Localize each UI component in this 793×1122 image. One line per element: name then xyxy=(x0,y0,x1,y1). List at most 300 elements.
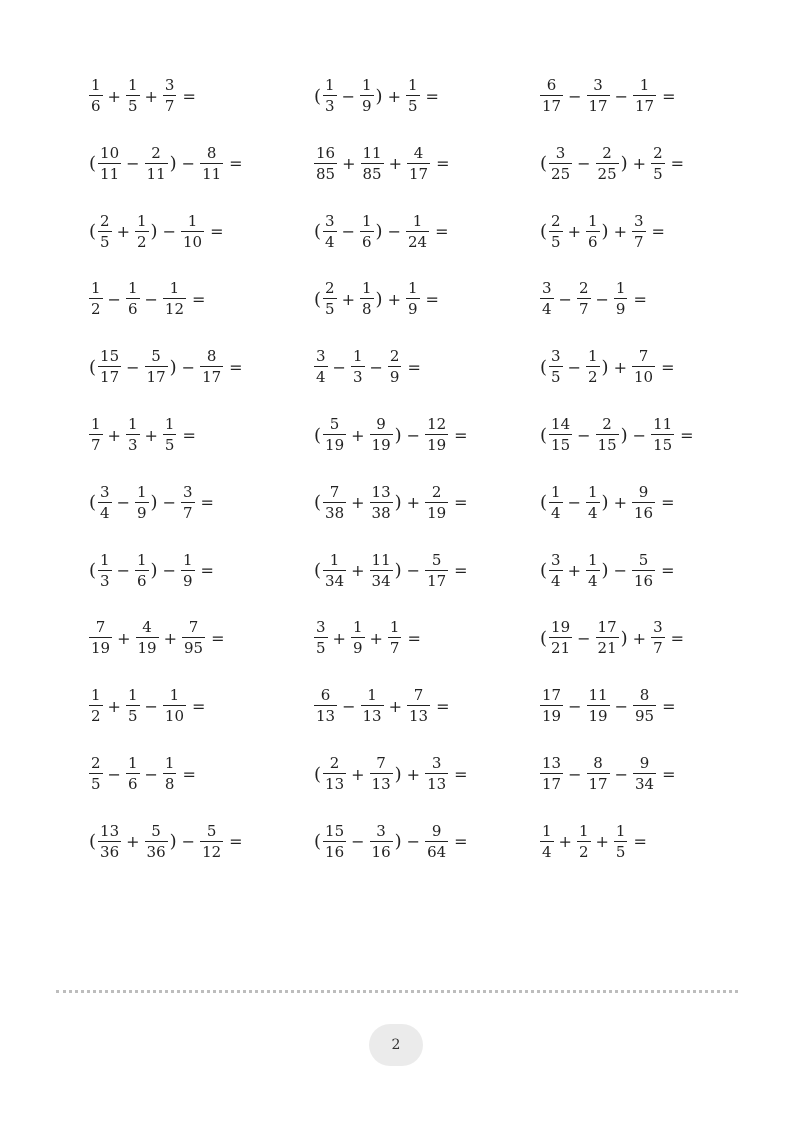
math-problem xyxy=(539,612,688,664)
fraction-denominator: 10 xyxy=(182,232,203,251)
math-problem xyxy=(313,138,454,190)
fraction-numerator: 1 xyxy=(551,482,561,501)
minus-operator: − xyxy=(613,561,627,581)
math-problem xyxy=(539,206,669,258)
fraction xyxy=(323,550,346,590)
minus-operator: − xyxy=(181,357,196,377)
fraction-numerator: 13 xyxy=(542,754,562,772)
fraction xyxy=(89,417,103,453)
close-paren: ) xyxy=(169,153,177,175)
equals-sign: = xyxy=(454,764,468,784)
fraction-numerator: 2 xyxy=(578,279,589,298)
fraction xyxy=(632,349,655,385)
plus-operator: + xyxy=(342,154,356,174)
math-problem xyxy=(539,477,678,529)
math-problem xyxy=(313,477,472,529)
fraction xyxy=(406,78,420,114)
plus-operator: + xyxy=(558,832,572,852)
equals-sign: = xyxy=(425,86,439,106)
equals-sign: = xyxy=(425,289,439,309)
fraction-numerator: 3 xyxy=(555,143,566,162)
fraction-denominator: 85 xyxy=(316,164,336,183)
open-paren: ( xyxy=(540,627,548,649)
fraction xyxy=(89,620,112,656)
fraction xyxy=(163,417,177,453)
fraction-numerator: 7 xyxy=(188,618,199,637)
equals-sign: = xyxy=(662,764,676,784)
equals-sign: = xyxy=(454,832,468,852)
fraction-numerator: 6 xyxy=(320,686,331,705)
fraction xyxy=(98,349,121,385)
fraction-denominator: 7 xyxy=(578,300,589,319)
fraction-numerator: 3 xyxy=(551,550,561,569)
fraction-denominator: 6 xyxy=(127,775,138,793)
fraction xyxy=(632,550,655,590)
fraction-denominator: 3 xyxy=(100,571,110,590)
open-paren: ( xyxy=(540,221,548,243)
plus-operator: + xyxy=(116,222,130,242)
fraction-numerator: 1 xyxy=(136,550,147,569)
fraction xyxy=(351,620,365,656)
open-paren: ( xyxy=(314,763,322,785)
fraction-numerator: 1 xyxy=(587,550,598,569)
fraction xyxy=(370,482,393,522)
fraction xyxy=(370,756,393,792)
equals-sign: = xyxy=(210,222,224,242)
open-paren: ( xyxy=(314,288,322,310)
fraction-numerator: 1 xyxy=(361,279,372,298)
minus-operator: − xyxy=(332,357,346,377)
fraction-denominator: 16 xyxy=(633,503,654,522)
fraction xyxy=(587,78,610,114)
math-problem xyxy=(313,748,472,800)
fraction xyxy=(182,620,205,656)
fraction xyxy=(549,417,572,453)
fraction-denominator: 9 xyxy=(407,300,418,319)
close-paren: ) xyxy=(375,288,383,310)
fraction xyxy=(98,143,121,183)
fraction xyxy=(540,78,563,114)
fraction-numerator: 1 xyxy=(187,211,198,230)
fraction-numerator: 1 xyxy=(587,211,598,230)
fraction-denominator: 7 xyxy=(182,503,193,522)
math-problem xyxy=(313,341,425,393)
fraction-denominator: 10 xyxy=(633,368,654,387)
equals-sign: = xyxy=(192,696,206,716)
minus-operator: − xyxy=(144,764,158,784)
fraction xyxy=(145,349,168,385)
fraction-numerator: 1 xyxy=(352,618,363,637)
fraction-denominator: 4 xyxy=(100,503,110,522)
fraction xyxy=(549,620,572,656)
math-problem xyxy=(313,409,472,461)
fraction xyxy=(98,550,112,590)
minus-operator: − xyxy=(406,425,421,445)
fraction xyxy=(577,281,591,317)
fraction xyxy=(89,281,103,317)
fraction-numerator: 1 xyxy=(91,686,101,705)
fraction-numerator: 5 xyxy=(206,821,217,840)
fraction-numerator: 1 xyxy=(542,821,552,840)
minus-operator: − xyxy=(181,154,196,174)
plus-operator: + xyxy=(351,561,365,581)
open-paren: ( xyxy=(540,356,548,378)
fraction-denominator: 13 xyxy=(316,707,336,726)
minus-operator: − xyxy=(107,289,121,309)
fraction xyxy=(126,756,140,792)
fraction-numerator: 3 xyxy=(100,482,110,501)
fraction-numerator: 17 xyxy=(597,618,617,637)
close-paren: ) xyxy=(601,492,609,514)
fraction-numerator: 5 xyxy=(151,821,161,840)
fraction-denominator: 19 xyxy=(542,707,562,726)
fraction-denominator: 38 xyxy=(325,503,345,522)
fraction xyxy=(388,349,402,385)
close-paren: ) xyxy=(601,560,609,582)
math-problem xyxy=(539,138,688,190)
fraction-numerator: 1 xyxy=(127,686,138,705)
minus-operator: − xyxy=(126,357,140,377)
fraction xyxy=(540,756,563,792)
open-paren: ( xyxy=(89,831,97,853)
fraction-denominator: 38 xyxy=(371,503,391,522)
math-problem xyxy=(539,748,680,800)
equals-sign: = xyxy=(661,561,675,581)
open-paren: ( xyxy=(540,492,548,514)
fraction xyxy=(549,143,572,183)
fraction xyxy=(540,821,554,861)
fraction-numerator: 1 xyxy=(367,686,377,705)
equals-sign: = xyxy=(182,425,196,445)
equals-sign: = xyxy=(633,832,647,852)
fraction-numerator: 16 xyxy=(316,143,336,162)
fraction-numerator: 1 xyxy=(100,550,110,569)
fraction-denominator: 13 xyxy=(362,707,382,726)
fraction-denominator: 3 xyxy=(127,436,138,454)
fraction-denominator: 4 xyxy=(551,503,561,522)
fraction-numerator: 7 xyxy=(413,686,424,705)
close-paren: ) xyxy=(620,153,628,175)
fraction-numerator: 1 xyxy=(361,211,372,230)
plus-operator: + xyxy=(388,696,402,716)
equals-sign: = xyxy=(661,493,675,513)
dotted-divider xyxy=(56,990,738,993)
fraction xyxy=(181,550,195,590)
fraction-denominator: 19 xyxy=(588,707,608,726)
fraction-numerator: 1 xyxy=(615,821,626,840)
fraction-numerator: 15 xyxy=(325,821,345,840)
math-problem xyxy=(539,545,678,597)
fraction xyxy=(314,143,337,183)
fraction-denominator: 4 xyxy=(587,571,598,590)
minus-operator: − xyxy=(162,222,176,242)
fraction xyxy=(360,281,374,317)
fraction-numerator: 9 xyxy=(376,415,386,433)
minus-operator: − xyxy=(577,628,591,648)
fraction xyxy=(425,756,448,792)
fraction-numerator: 9 xyxy=(638,482,649,501)
close-paren: ) xyxy=(375,221,383,243)
fraction xyxy=(89,756,103,792)
fraction-denominator: 9 xyxy=(182,571,193,590)
fraction xyxy=(145,821,168,861)
close-paren: ) xyxy=(394,424,402,446)
plus-operator: + xyxy=(387,86,401,106)
minus-operator: − xyxy=(577,154,591,174)
minus-operator: − xyxy=(387,222,401,242)
fraction-numerator: 1 xyxy=(91,415,101,433)
close-paren: ) xyxy=(620,627,628,649)
math-problem xyxy=(313,70,443,122)
plus-operator: + xyxy=(351,764,365,784)
fraction-numerator: 13 xyxy=(100,821,120,840)
math-problem xyxy=(313,680,454,732)
fraction-numerator: 5 xyxy=(151,347,161,366)
fraction-numerator: 17 xyxy=(542,686,562,705)
minus-operator: − xyxy=(144,289,158,309)
fraction xyxy=(406,281,420,317)
fraction-numerator: 9 xyxy=(431,821,442,840)
fraction-denominator: 7 xyxy=(91,436,101,454)
fraction-numerator: 2 xyxy=(91,754,101,772)
fraction-numerator: 1 xyxy=(407,76,418,94)
math-problem xyxy=(88,409,200,461)
math-problem xyxy=(88,545,218,597)
open-paren: ( xyxy=(89,492,97,514)
fraction xyxy=(135,211,149,251)
fraction xyxy=(549,482,563,522)
fraction xyxy=(633,688,656,724)
fraction-denominator: 36 xyxy=(146,842,166,861)
minus-operator: − xyxy=(116,561,130,581)
plus-operator: + xyxy=(107,86,121,106)
fraction-denominator: 5 xyxy=(407,97,418,115)
fraction-denominator: 4 xyxy=(551,571,561,590)
fraction-numerator: 8 xyxy=(593,754,603,772)
fraction-denominator: 4 xyxy=(542,842,552,861)
fraction-denominator: 9 xyxy=(389,368,400,387)
fraction-denominator: 17 xyxy=(427,571,447,590)
fraction xyxy=(323,482,346,522)
fraction-numerator: 11 xyxy=(362,143,382,162)
fraction xyxy=(126,281,140,317)
fraction-denominator: 5 xyxy=(325,300,335,319)
minus-operator: − xyxy=(162,561,176,581)
fraction xyxy=(98,821,121,861)
equals-sign: = xyxy=(633,289,647,309)
fraction xyxy=(145,143,168,183)
fraction xyxy=(586,550,600,590)
fraction xyxy=(388,620,402,656)
fraction-numerator: 2 xyxy=(151,143,161,162)
fraction-denominator: 7 xyxy=(389,639,400,658)
fraction-denominator: 9 xyxy=(361,97,372,115)
equals-sign: = xyxy=(661,357,675,377)
fraction-numerator: 11 xyxy=(371,550,391,569)
fraction-denominator: 11 xyxy=(146,164,166,183)
fraction-denominator: 5 xyxy=(551,232,561,251)
minus-operator: − xyxy=(632,425,647,445)
fraction xyxy=(323,211,337,251)
fraction-numerator: 1 xyxy=(578,821,589,840)
math-problem xyxy=(88,680,209,732)
fraction-numerator: 6 xyxy=(546,76,557,94)
fraction xyxy=(126,78,140,114)
open-paren: ( xyxy=(314,831,322,853)
fraction xyxy=(163,78,177,114)
fraction-numerator: 11 xyxy=(588,686,608,705)
fraction xyxy=(586,349,600,385)
close-paren: ) xyxy=(601,356,609,378)
plus-operator: + xyxy=(406,764,421,784)
plus-operator: + xyxy=(163,628,177,648)
fraction xyxy=(89,688,103,724)
plus-operator: + xyxy=(613,357,627,377)
equals-sign: = xyxy=(662,696,676,716)
equals-sign: = xyxy=(182,86,196,106)
fraction-numerator: 1 xyxy=(407,279,418,298)
equals-sign: = xyxy=(670,628,685,648)
page-number-badge xyxy=(369,1024,423,1066)
fraction-numerator: 8 xyxy=(639,686,650,705)
fraction-numerator: 10 xyxy=(100,143,120,162)
fraction xyxy=(200,143,223,183)
fraction xyxy=(181,211,204,251)
plus-operator: + xyxy=(613,493,627,513)
fraction-denominator: 11 xyxy=(100,164,120,183)
fraction-numerator: 3 xyxy=(551,347,561,366)
fraction xyxy=(98,211,112,251)
math-problem xyxy=(539,70,680,122)
math-problem xyxy=(88,612,229,664)
open-paren: ( xyxy=(314,492,322,514)
fraction-denominator: 2 xyxy=(91,707,101,726)
equals-sign: = xyxy=(192,289,206,309)
fraction-numerator: 3 xyxy=(593,76,603,94)
equals-sign: = xyxy=(680,425,694,445)
fraction xyxy=(425,821,448,861)
fraction xyxy=(587,688,610,724)
fraction xyxy=(314,688,337,724)
math-problem xyxy=(313,206,452,258)
fraction-numerator: 2 xyxy=(325,279,335,298)
fraction-numerator: 3 xyxy=(316,347,326,366)
fraction-denominator: 25 xyxy=(551,164,571,183)
fraction xyxy=(323,756,346,792)
open-paren: ( xyxy=(89,221,97,243)
fraction-denominator: 15 xyxy=(597,436,617,454)
fraction-numerator: 1 xyxy=(91,76,101,94)
fraction-denominator: 16 xyxy=(633,571,654,590)
minus-operator: − xyxy=(107,764,121,784)
plus-operator: + xyxy=(341,289,355,309)
fraction-denominator: 2 xyxy=(91,300,101,319)
fraction xyxy=(135,482,149,522)
fraction-denominator: 17 xyxy=(635,97,655,115)
math-problem xyxy=(313,273,443,325)
fraction-denominator: 4 xyxy=(316,368,326,387)
fraction-denominator: 4 xyxy=(325,232,335,251)
math-problem xyxy=(539,816,651,868)
fraction-denominator: 5 xyxy=(100,232,110,251)
fraction-denominator: 5 xyxy=(551,368,561,387)
fraction-numerator: 1 xyxy=(412,211,423,230)
fraction xyxy=(323,417,346,453)
fraction xyxy=(163,688,186,724)
fraction-numerator: 3 xyxy=(325,211,335,230)
fraction-numerator: 1 xyxy=(615,279,626,298)
fraction-numerator: 1 xyxy=(127,279,138,298)
fraction xyxy=(323,821,346,861)
fraction xyxy=(323,281,337,317)
fraction xyxy=(360,211,374,251)
equals-sign: = xyxy=(211,628,225,648)
fraction-numerator: 1 xyxy=(164,754,175,772)
fraction-numerator: 1 xyxy=(587,347,598,366)
fraction-denominator: 19 xyxy=(427,503,447,522)
fraction-numerator: 15 xyxy=(100,347,120,366)
minus-operator: − xyxy=(126,154,140,174)
fraction-numerator: 7 xyxy=(638,347,649,366)
fraction-numerator: 3 xyxy=(164,76,175,94)
equals-sign: = xyxy=(407,628,421,648)
fraction-denominator: 25 xyxy=(597,164,617,183)
math-problem xyxy=(88,816,247,868)
equals-sign: = xyxy=(407,357,421,377)
plus-operator: + xyxy=(369,628,383,648)
fraction-numerator: 5 xyxy=(329,415,340,433)
fraction-numerator: 5 xyxy=(638,550,649,569)
minus-operator: − xyxy=(162,493,176,513)
close-paren: ) xyxy=(150,221,158,243)
fraction xyxy=(98,482,112,522)
open-paren: ( xyxy=(540,153,548,175)
math-problem xyxy=(313,816,472,868)
fraction xyxy=(586,211,600,251)
fraction-denominator: 13 xyxy=(409,707,429,726)
fraction xyxy=(406,211,429,251)
equals-sign: = xyxy=(435,222,449,242)
fraction-denominator: 17 xyxy=(146,368,166,387)
fraction xyxy=(407,143,430,183)
math-problem xyxy=(88,206,227,258)
plus-operator: + xyxy=(632,154,647,174)
fraction-denominator: 95 xyxy=(635,707,655,726)
fraction-numerator: 1 xyxy=(352,347,363,366)
fraction-denominator: 12 xyxy=(164,300,184,319)
fraction-denominator: 6 xyxy=(136,571,147,590)
fraction-denominator: 19 xyxy=(325,436,345,454)
fraction xyxy=(370,417,393,453)
page-number: 2 xyxy=(391,1037,401,1053)
fraction xyxy=(135,550,149,590)
fraction xyxy=(126,417,140,453)
fraction-numerator: 11 xyxy=(653,415,673,433)
fraction xyxy=(200,821,223,861)
fraction-numerator: 3 xyxy=(653,618,663,637)
fraction-numerator: 1 xyxy=(182,550,193,569)
math-problem xyxy=(88,70,200,122)
plus-operator: + xyxy=(632,628,647,648)
fraction-numerator: 1 xyxy=(639,76,650,94)
fraction-numerator: 12 xyxy=(427,415,447,433)
open-paren: ( xyxy=(314,424,322,446)
fraction-denominator: 16 xyxy=(371,842,391,861)
fraction-numerator: 3 xyxy=(633,211,644,230)
minus-operator: − xyxy=(568,696,582,716)
fraction-numerator: 7 xyxy=(95,618,106,637)
fraction xyxy=(540,688,563,724)
